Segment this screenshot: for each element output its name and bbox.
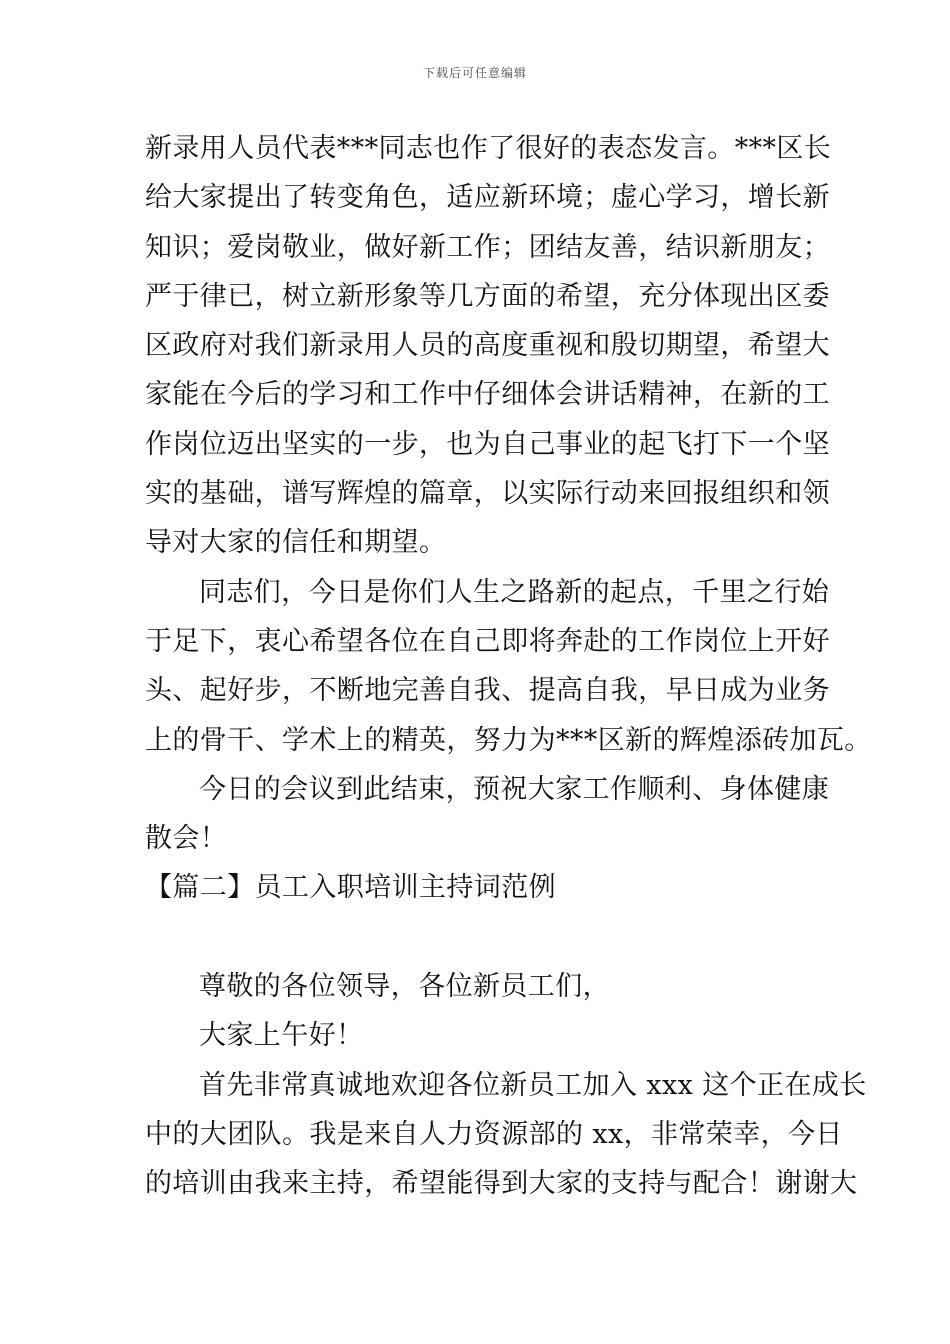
section-title: 【篇二】员工入职培训主持词范例 — [145, 872, 556, 904]
text-line: 知识；爱岗敬业，做好新工作；团结友善，结识新朋友； — [145, 231, 830, 263]
text-line: 于足下，衷心希望各位在自己即将奔赴的工作岗位上开好 — [145, 625, 830, 657]
text-line: 新录用人员代表***同志也作了很好的表态发言。***区长 — [145, 133, 832, 164]
header-note: 下载后可任意编辑 — [422, 66, 527, 80]
paragraph-first-line: 首先非常真诚地欢迎各位新员工加入 xxx 这个正在成长 — [199, 1069, 867, 1101]
text-line: 头、起好步，不断地完善自我、提高自我，早日成为业务 — [145, 675, 830, 707]
document-body — [145, 124, 872, 1209]
paragraph-first-line: 同志们，今日是你们人生之路新的起点，千里之行始 — [199, 576, 830, 608]
text-line: 严于律已，树立新形象等几方面的希望，充分体现出区委 — [145, 280, 830, 312]
greeting-line: 大家上午好！ — [199, 1020, 364, 1052]
text-line: 区政府对我们新录用人员的高度重视和殷切期望，希望大 — [145, 330, 830, 362]
text-line: 导对大家的信任和期望。 — [145, 527, 447, 559]
text-line: 中的大团队。我是来自人力资源部的 xx，非常荣幸，今日 — [145, 1118, 843, 1150]
paragraph-first-line: 今日的会议到此结束，预祝大家工作顺利、身体健康 — [199, 773, 830, 805]
text-line: 的培训由我来主持，希望能得到大家的支持与配合！谢谢大 — [145, 1168, 858, 1200]
text-line: 散会！ — [145, 823, 228, 855]
blank-line — [145, 913, 810, 962]
text-line: 实的基础，谱写辉煌的篇章，以实际行动来回报组织和领 — [145, 478, 830, 510]
text-line: 上的骨干、学术上的精英，努力为***区新的辉煌添砖加瓦。 — [145, 724, 872, 756]
text-line: 给大家提出了转变角色，适应新环境；虚心学习，增长新 — [145, 182, 830, 214]
text-line: 作岗位迈出坚实的一步，也为自己事业的起飞打下一个坚 — [145, 428, 830, 460]
text-line: 家能在今后的学习和工作中仔细体会讲话精神，在新的工 — [145, 379, 830, 411]
greeting-line: 尊敬的各位领导，各位新员工们， — [199, 971, 610, 1003]
